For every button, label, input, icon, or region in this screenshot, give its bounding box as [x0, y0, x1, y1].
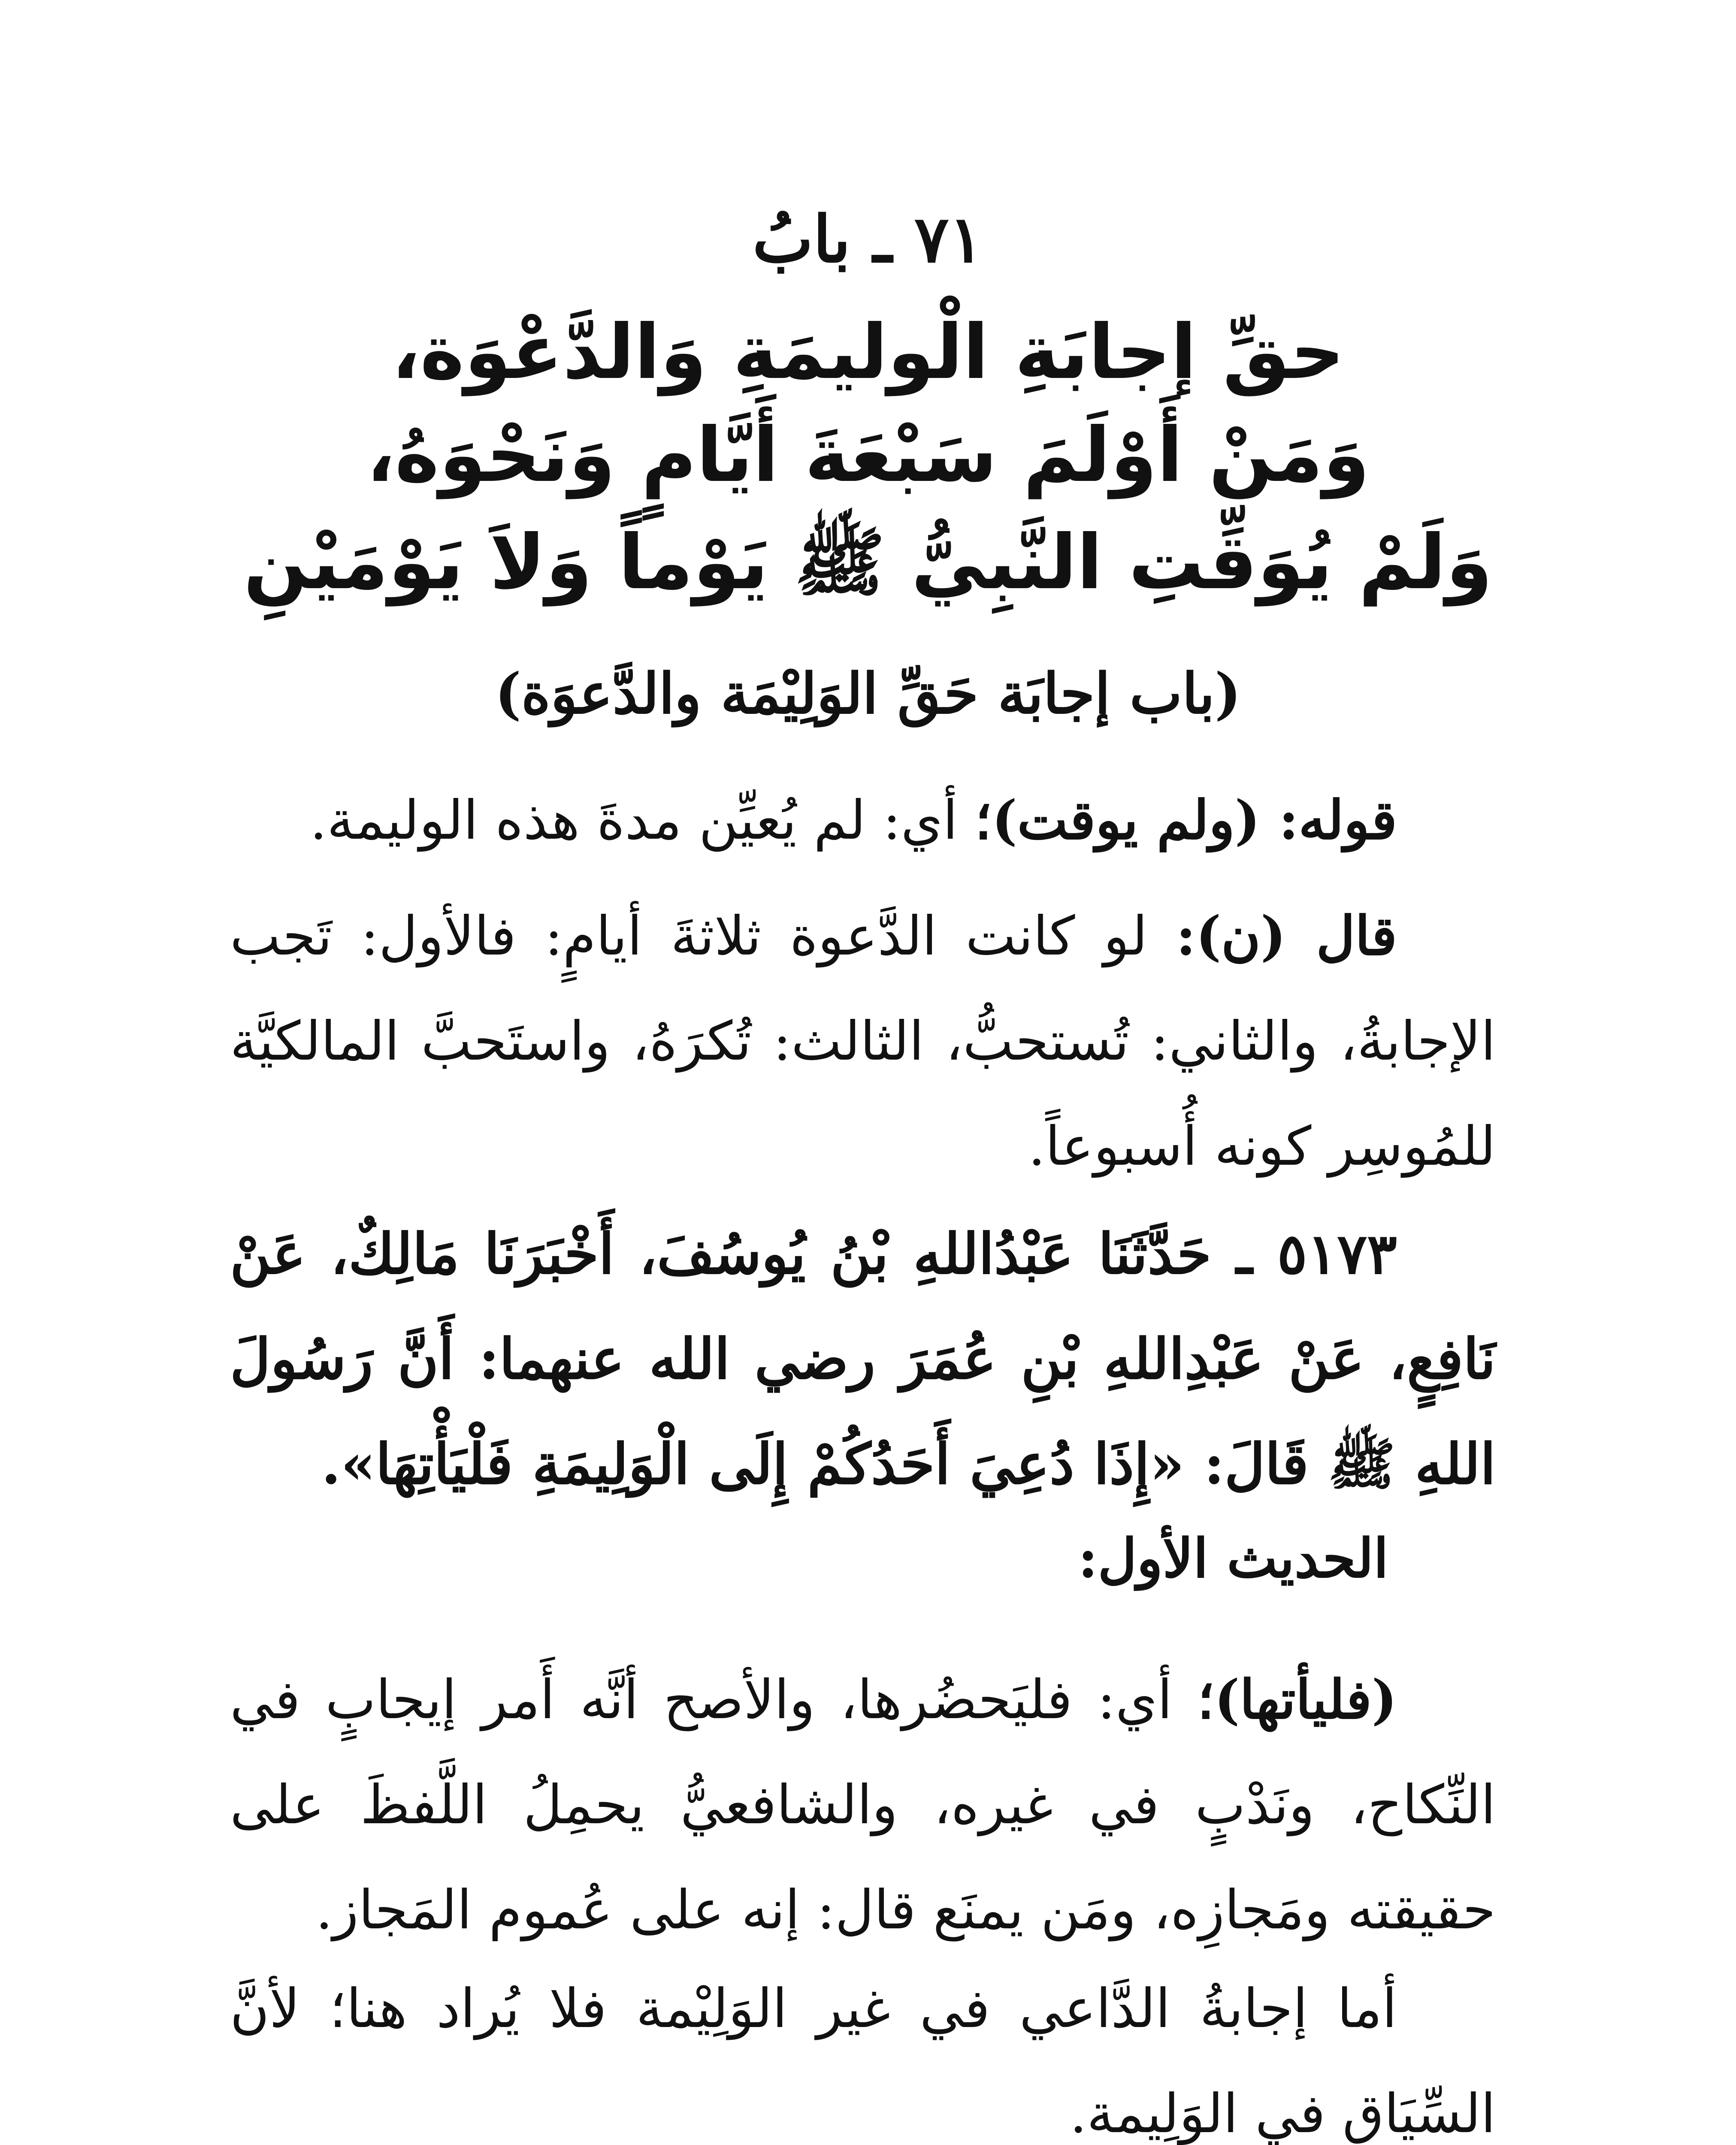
commentary-paragraph-nawawi: [230, 884, 1496, 1199]
qawluh-text: أي: لم يُعيِّن مدةَ هذه الوليمة.: [310, 789, 975, 852]
amma-text: أما إجابةُ الدَّاعي في غير الوَلِيْمة فلا يُراد هنا؛ لأنَّ السِّيَاق في الوَلِيمة.: [230, 1978, 1496, 2145]
section-subheading: (باب إجابَة حَقِّ الوَلِيْمَة والدَّعوَة): [495, 661, 1241, 726]
chapter-title-line-2: وَمَنْ أَوْلَمَ سَبْعَةَ أَيَّامٍ وَنَحْوَهُ،: [366, 412, 1370, 499]
qal-lead: قال (ن):: [1176, 905, 1397, 967]
chapter-title-line-1: حقِّ إجابَةِ الْوليمَةِ وَالدَّعْوَة،: [391, 309, 1345, 396]
commentary-paragraph-amma: [230, 1956, 1496, 2145]
sharh-text: أي: فليَحضُرها، والأصح أنَّه أَمر إيجابٍ في النِّكاح، ونَدْبٍ في غيره، والشافعيُّ يحمِلُ اللَّفظَ على حقيقته ومَجازِه، ومَن يمنَع قال: إنه على عُموم المَجاز.: [230, 1669, 1496, 1941]
hadith-commentary-heading: الحديث الأول:: [1078, 1527, 1388, 1590]
qawluh-lead: قوله: (ولم يوقت)؛: [974, 789, 1397, 852]
commentary-paragraph-qawluh: [230, 768, 1496, 873]
qal-text: لو كانت الدَّعوة ثلاثةَ أيامٍ: فالأول: تَجب الإجابةُ، والثاني: تُستحبُّ، الثالث: تُكرَهُ، واستَحبَّ المالكيَّة للمُوسِر كونه أُسبوعاً.: [230, 905, 1496, 1178]
sharh-lead: (فليأتها)؛: [1197, 1668, 1397, 1731]
commentary-paragraph-sharh: [230, 1647, 1496, 1963]
chapter-title-line-3: وَلَمْ يُوَقِّتِ النَّبِيُّ ﷺ يَوْماً وَلاَ يَوْمَيْنِ: [243, 519, 1493, 606]
hadith-text: [230, 1201, 1496, 1517]
hadith-body: ٥١٧٣ ـ حَدَّثَنَا عَبْدُاللهِ بْنُ يُوسُفَ، أَخْبَرَنَا مَالِكٌ، عَنْ نَافِعٍ، عَنْ عَبْدِاللهِ بْنِ عُمَرَ رضي الله عنهما: أَنَّ رَسُولَ اللهِ ﷺ قَالَ: «إِذَا دُعِيَ أَحَدُكُمْ إِلَى الْوَلِيمَةِ فَلْيَأْتِهَا».: [230, 1221, 1496, 1497]
chapter-number: ٧١ ـ بابُ: [752, 202, 984, 277]
